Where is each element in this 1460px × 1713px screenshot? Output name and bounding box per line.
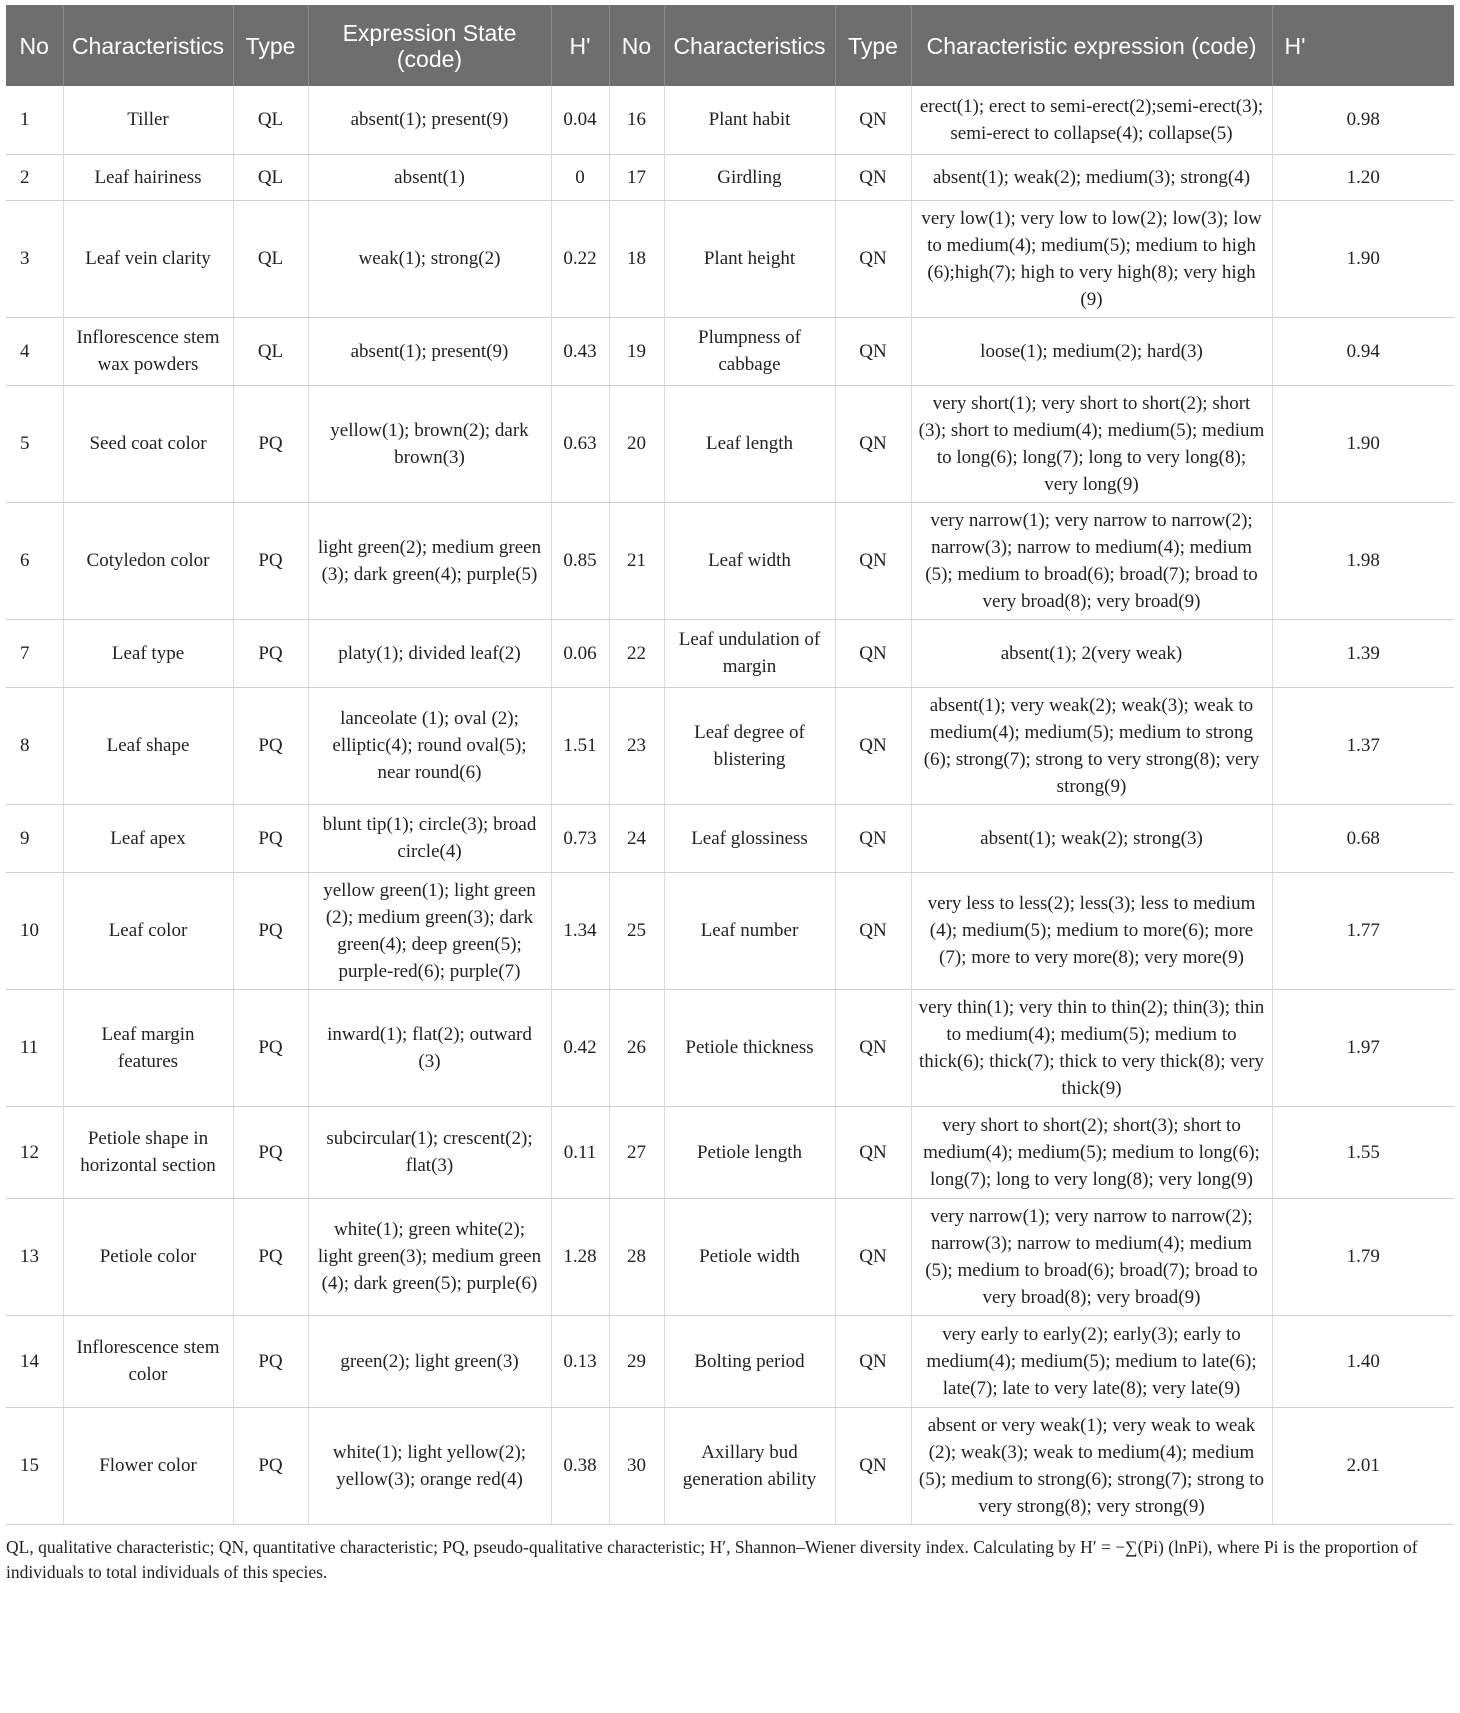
type-cell: QL: [233, 200, 308, 317]
characteristic-cell: Bolting period: [664, 1315, 835, 1407]
type-cell: PQ: [233, 872, 308, 989]
table-row: [6, 687, 1454, 804]
characteristic-cell: Petiole thickness: [664, 989, 835, 1106]
no-cell: 22: [609, 619, 664, 687]
characteristic-cell: Inflorescence stem wax powders: [63, 317, 233, 385]
h-cell: 1.28: [551, 1198, 609, 1315]
expression-cell: green(2); light green(3): [308, 1315, 551, 1407]
expression-cell: light green(2); medium green (3); dark green(4); purple(5): [308, 502, 551, 619]
no-cell: 24: [609, 804, 664, 872]
no-cell: 23: [609, 687, 664, 804]
header-characteristics-right: Characteristics: [664, 5, 835, 86]
no-cell: 28: [609, 1198, 664, 1315]
expression-cell: yellow green(1); light green (2); medium green(3); dark green(4); deep green(5); purple-red(6); purple(7): [308, 872, 551, 989]
expression-cell: absent(1); weak(2); strong(3): [911, 804, 1272, 872]
expression-cell: very early to early(2); early(3); early to medium(4); medium(5); medium to late(6); late(7); late to very late(8); very late(9): [911, 1315, 1272, 1407]
table-row: [6, 1198, 1454, 1315]
expression-cell: very thin(1); very thin to thin(2); thin(3); thin to medium(4); medium(5); medium to thick(6); thick(7); thick to very thick(8); very thick(9): [911, 989, 1272, 1106]
characteristic-cell: Axillary bud generation ability: [664, 1407, 835, 1524]
header-h-left: H': [551, 5, 609, 86]
header-no-right: No: [609, 5, 664, 86]
h-cell: 0.43: [551, 317, 609, 385]
h-cell: 1.98: [1272, 502, 1454, 619]
expression-cell: very low(1); very low to low(2); low(3); low to medium(4); medium(5); medium to high (6);high(7); high to very high(8); very high (9): [911, 200, 1272, 317]
type-cell: QN: [835, 1407, 911, 1524]
type-cell: PQ: [233, 1315, 308, 1407]
expression-cell: absent(1): [308, 154, 551, 200]
type-cell: QL: [233, 317, 308, 385]
expression-cell: blunt tip(1); circle(3); broad circle(4): [308, 804, 551, 872]
type-cell: QN: [835, 989, 911, 1106]
type-cell: QN: [835, 1106, 911, 1198]
characteristic-cell: Leaf apex: [63, 804, 233, 872]
table-row: [6, 989, 1454, 1106]
h-cell: 1.37: [1272, 687, 1454, 804]
characteristic-cell: Leaf length: [664, 385, 835, 502]
h-cell: 1.51: [551, 687, 609, 804]
type-cell: QN: [835, 317, 911, 385]
characteristic-cell: Leaf glossiness: [664, 804, 835, 872]
h-cell: 1.77: [1272, 872, 1454, 989]
table-row: [6, 804, 1454, 872]
expression-cell: white(1); light yellow(2); yellow(3); orange red(4): [308, 1407, 551, 1524]
expression-cell: absent(1); 2(very weak): [911, 619, 1272, 687]
expression-cell: white(1); green white(2); light green(3); medium green (4); dark green(5); purple(6): [308, 1198, 551, 1315]
table-row: [6, 385, 1454, 502]
type-cell: QN: [835, 200, 911, 317]
h-cell: 0.13: [551, 1315, 609, 1407]
no-cell: 21: [609, 502, 664, 619]
table-container: [6, 5, 1454, 1585]
h-cell: 1.97: [1272, 989, 1454, 1106]
h-cell: 0.38: [551, 1407, 609, 1524]
h-cell: 0.11: [551, 1106, 609, 1198]
characteristic-cell: Leaf undulation of margin: [664, 619, 835, 687]
table-row: [6, 1407, 1454, 1524]
header-characteristics-left: Characteristics: [63, 5, 233, 86]
h-cell: 0.06: [551, 619, 609, 687]
h-cell: 2.01: [1272, 1407, 1454, 1524]
no-cell: 19: [609, 317, 664, 385]
no-cell: 12: [6, 1106, 63, 1198]
no-cell: 14: [6, 1315, 63, 1407]
no-cell: 26: [609, 989, 664, 1106]
characteristic-cell: Girdling: [664, 154, 835, 200]
h-cell: 0.22: [551, 200, 609, 317]
type-cell: QN: [835, 385, 911, 502]
characteristic-cell: Leaf degree of blistering: [664, 687, 835, 804]
table-row: [6, 619, 1454, 687]
h-cell: 1.34: [551, 872, 609, 989]
expression-cell: very short to short(2); short(3); short to medium(4); medium(5); medium to long(6); long(7); long to very long(8); very long(9): [911, 1106, 1272, 1198]
no-cell: 9: [6, 804, 63, 872]
characteristic-cell: Petiole color: [63, 1198, 233, 1315]
type-cell: QN: [835, 804, 911, 872]
h-cell: 1.20: [1272, 154, 1454, 200]
expression-cell: platy(1); divided leaf(2): [308, 619, 551, 687]
type-cell: PQ: [233, 502, 308, 619]
characteristic-cell: Petiole width: [664, 1198, 835, 1315]
h-cell: 0.85: [551, 502, 609, 619]
h-cell: 0: [551, 154, 609, 200]
no-cell: 1: [6, 86, 63, 154]
expression-cell: very narrow(1); very narrow to narrow(2); narrow(3); narrow to medium(4); medium (5); medium to broad(6); broad(7); broad to very broad(8); very broad(9): [911, 1198, 1272, 1315]
no-cell: 2: [6, 154, 63, 200]
type-cell: QN: [835, 86, 911, 154]
no-cell: 30: [609, 1407, 664, 1524]
no-cell: 5: [6, 385, 63, 502]
h-cell: 1.55: [1272, 1106, 1454, 1198]
characteristic-cell: Leaf hairiness: [63, 154, 233, 200]
h-cell: 0.04: [551, 86, 609, 154]
no-cell: 3: [6, 200, 63, 317]
characteristic-cell: Leaf vein clarity: [63, 200, 233, 317]
no-cell: 15: [6, 1407, 63, 1524]
h-cell: 0.94: [1272, 317, 1454, 385]
h-cell: 1.39: [1272, 619, 1454, 687]
h-cell: 0.73: [551, 804, 609, 872]
characteristic-cell: Flower color: [63, 1407, 233, 1524]
table-footnote: QL, qualitative characteristic; QN, quantitative characteristic; PQ, pseudo-qualitative characteristic; H′, Shannon–Wiener diversity index. Calculating by H′ = −∑(Pi) (lnPi), where Pi is the proportion of individuals to total individuals of this species.: [6, 1536, 1418, 1582]
type-cell: QN: [835, 619, 911, 687]
characteristic-cell: Plant height: [664, 200, 835, 317]
no-cell: 16: [609, 86, 664, 154]
h-cell: 0.98: [1272, 86, 1454, 154]
table-row: [6, 154, 1454, 200]
header-type-right: Type: [835, 5, 911, 86]
type-cell: QN: [835, 1198, 911, 1315]
characteristic-cell: Leaf type: [63, 619, 233, 687]
expression-cell: lanceolate (1); oval (2); elliptic(4); round oval(5); near round(6): [308, 687, 551, 804]
type-cell: PQ: [233, 1106, 308, 1198]
h-cell: 1.90: [1272, 200, 1454, 317]
type-cell: PQ: [233, 687, 308, 804]
type-cell: QL: [233, 86, 308, 154]
characteristic-cell: Petiole shape in horizontal section: [63, 1106, 233, 1198]
table-row: [6, 200, 1454, 317]
h-cell: 1.79: [1272, 1198, 1454, 1315]
no-cell: 18: [609, 200, 664, 317]
no-cell: 29: [609, 1315, 664, 1407]
type-cell: QN: [835, 502, 911, 619]
no-cell: 10: [6, 872, 63, 989]
expression-cell: yellow(1); brown(2); dark brown(3): [308, 385, 551, 502]
table-row: [6, 317, 1454, 385]
no-cell: 4: [6, 317, 63, 385]
no-cell: 13: [6, 1198, 63, 1315]
type-cell: PQ: [233, 1198, 308, 1315]
characteristic-cell: Leaf margin features: [63, 989, 233, 1106]
expression-cell: absent(1); weak(2); medium(3); strong(4): [911, 154, 1272, 200]
table-row: [6, 502, 1454, 619]
characteristic-cell: Plant habit: [664, 86, 835, 154]
expression-cell: absent(1); very weak(2); weak(3); weak to medium(4); medium(5); medium to strong (6); strong(7); strong to very strong(8); very strong(9): [911, 687, 1272, 804]
type-cell: QN: [835, 1315, 911, 1407]
expression-cell: very narrow(1); very narrow to narrow(2); narrow(3); narrow to medium(4); medium (5); medium to broad(6); broad(7); broad to very broad(8); very broad(9): [911, 502, 1272, 619]
characteristic-cell: Inflorescence stem color: [63, 1315, 233, 1407]
no-cell: 8: [6, 687, 63, 804]
characteristic-cell: Seed coat color: [63, 385, 233, 502]
expression-cell: absent(1); present(9): [308, 317, 551, 385]
characteristic-cell: Plumpness of cabbage: [664, 317, 835, 385]
type-cell: PQ: [233, 989, 308, 1106]
table-row: [6, 1315, 1454, 1407]
table-body: [6, 86, 1454, 1524]
type-cell: QN: [835, 687, 911, 804]
no-cell: 17: [609, 154, 664, 200]
characteristic-cell: Leaf number: [664, 872, 835, 989]
header-expression-state: Expression State (code): [308, 5, 551, 86]
no-cell: 27: [609, 1106, 664, 1198]
characteristic-cell: Leaf shape: [63, 687, 233, 804]
no-cell: 25: [609, 872, 664, 989]
type-cell: PQ: [233, 804, 308, 872]
characteristic-cell: Petiole length: [664, 1106, 835, 1198]
type-cell: PQ: [233, 385, 308, 502]
expression-cell: weak(1); strong(2): [308, 200, 551, 317]
h-cell: 1.90: [1272, 385, 1454, 502]
table-row: [6, 872, 1454, 989]
expression-cell: absent(1); present(9): [308, 86, 551, 154]
characteristic-cell: Leaf color: [63, 872, 233, 989]
characteristic-cell: Cotyledon color: [63, 502, 233, 619]
expression-cell: inward(1); flat(2); outward (3): [308, 989, 551, 1106]
no-cell: 20: [609, 385, 664, 502]
type-cell: PQ: [233, 1407, 308, 1524]
expression-cell: very less to less(2); less(3); less to medium (4); medium(5); medium to more(6); more (7); more to very more(8); very more(9): [911, 872, 1272, 989]
h-cell: 0.68: [1272, 804, 1454, 872]
expression-cell: loose(1); medium(2); hard(3): [911, 317, 1272, 385]
type-cell: QN: [835, 154, 911, 200]
expression-cell: very short(1); very short to short(2); short (3); short to medium(4); medium(5); medium to long(6); long(7); long to very long(8); very long(9): [911, 385, 1272, 502]
expression-cell: subcircular(1); crescent(2); flat(3): [308, 1106, 551, 1198]
table-row: [6, 86, 1454, 154]
expression-cell: absent or very weak(1); very weak to weak (2); weak(3); weak to medium(4); medium (5); medium to strong(6); strong(7); strong to very strong(8); very strong(9): [911, 1407, 1272, 1524]
type-cell: QL: [233, 154, 308, 200]
characteristic-cell: Leaf width: [664, 502, 835, 619]
header-characteristic-expression: Characteristic expression (code): [911, 5, 1272, 86]
header-type-left: Type: [233, 5, 308, 86]
header-h-right: H': [1272, 5, 1454, 86]
type-cell: PQ: [233, 619, 308, 687]
h-cell: 0.42: [551, 989, 609, 1106]
h-cell: 1.40: [1272, 1315, 1454, 1407]
no-cell: 6: [6, 502, 63, 619]
h-cell: 0.63: [551, 385, 609, 502]
expression-cell: erect(1); erect to semi-erect(2);semi-erect(3); semi-erect to collapse(4); collapse(5): [911, 86, 1272, 154]
no-cell: 7: [6, 619, 63, 687]
type-cell: QN: [835, 872, 911, 989]
characteristic-cell: Tiller: [63, 86, 233, 154]
characteristics-table: [6, 5, 1454, 1525]
header-no-left: No: [6, 5, 63, 86]
header-row: [6, 5, 1454, 86]
no-cell: 11: [6, 989, 63, 1106]
table-row: [6, 1106, 1454, 1198]
